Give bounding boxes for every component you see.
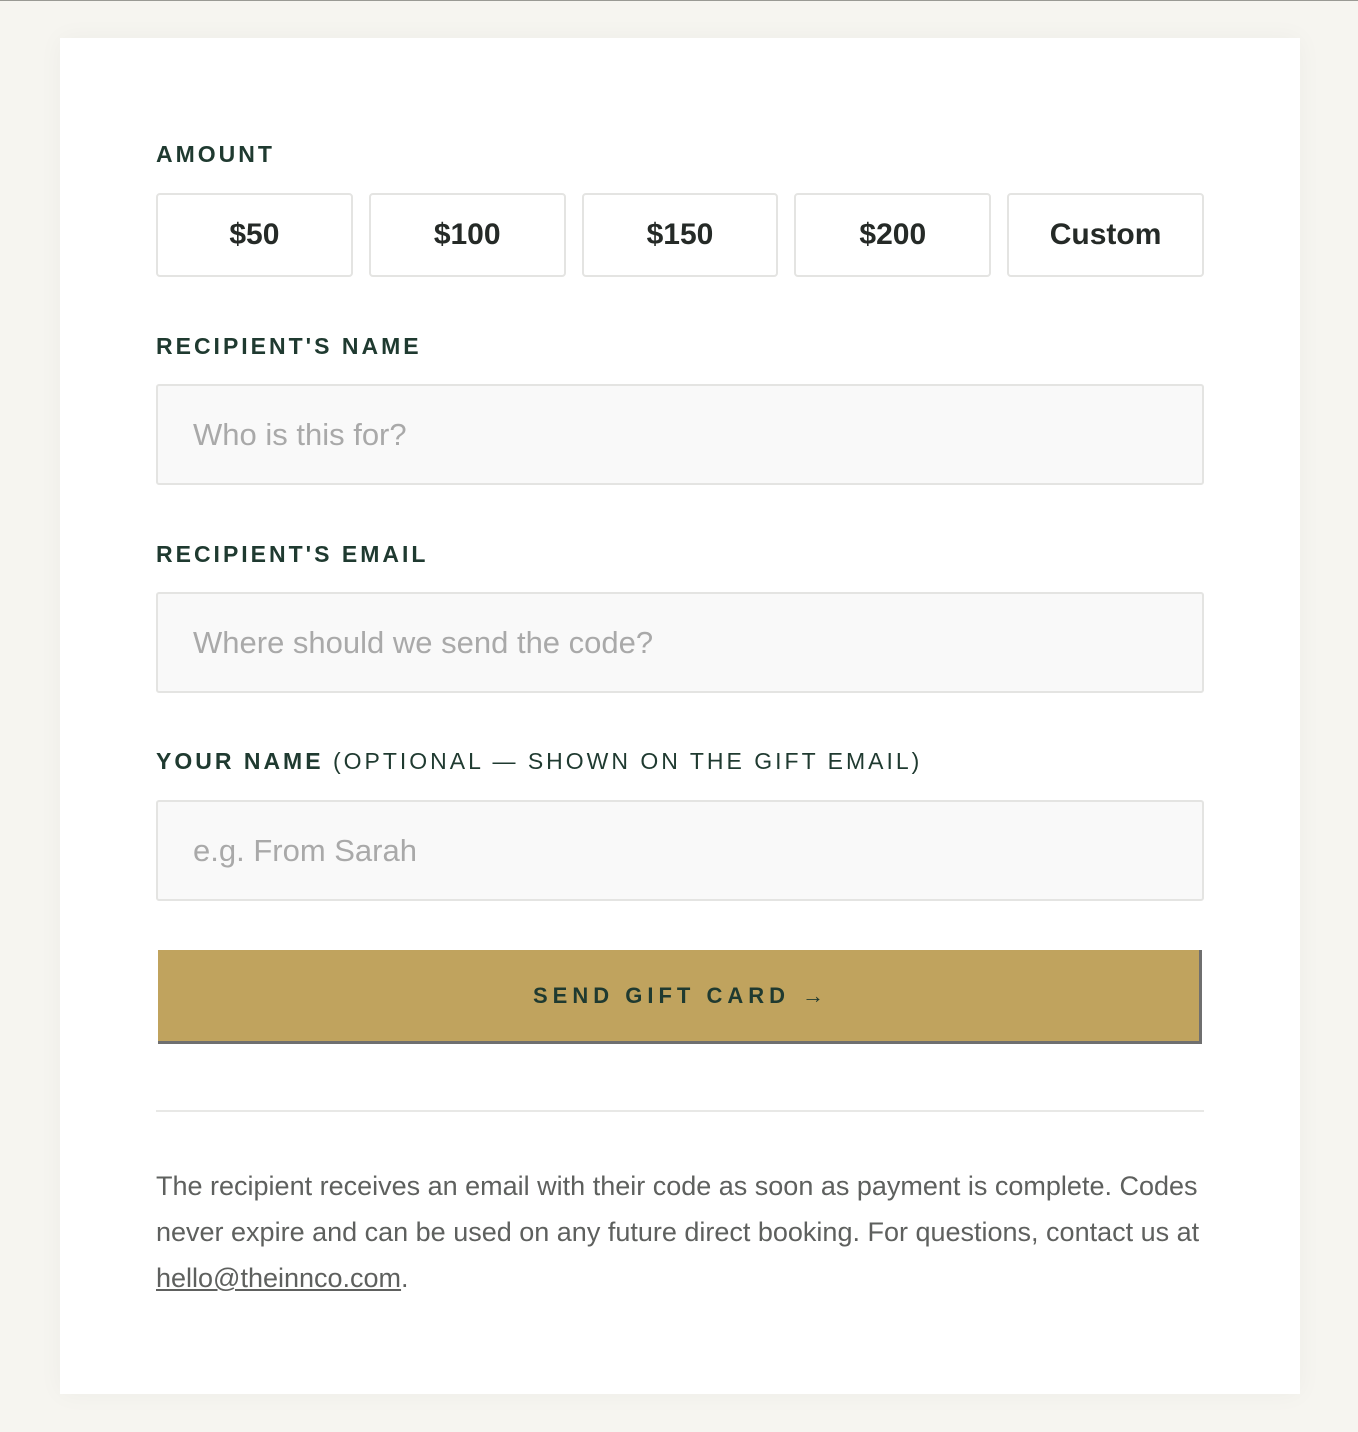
send-gift-card-button[interactable] xyxy=(158,950,1202,1044)
recipient-email-field xyxy=(156,592,1204,693)
amount-options xyxy=(156,193,1204,279)
recipient-name-label: RECIPIENT'S NAME xyxy=(156,333,422,359)
amount-option-custom[interactable]: Custom xyxy=(1007,193,1204,277)
recipient-name-field xyxy=(156,384,1204,485)
recipient-email-label: RECIPIENT'S EMAIL xyxy=(156,541,429,567)
info-note xyxy=(156,1163,1204,1301)
amount-option-150[interactable]: $150 xyxy=(582,193,779,277)
amount-option-200[interactable]: $200 xyxy=(794,193,991,277)
amount-label: AMOUNT xyxy=(156,141,275,167)
your-name-label-main: YOUR NAME xyxy=(156,748,324,774)
info-note-end: . xyxy=(401,1263,409,1293)
gift-card-form xyxy=(60,38,1300,1394)
your-name-label xyxy=(156,748,922,775)
amount-option-50[interactable]: $50 xyxy=(156,193,353,277)
your-name-input[interactable] xyxy=(191,832,1202,870)
amount-option-100[interactable]: $100 xyxy=(369,193,566,277)
divider xyxy=(156,1110,1204,1112)
contact-email-link[interactable]: hello@theinnco.com xyxy=(156,1263,402,1293)
send-gift-card-label: SEND GIFT CARD xyxy=(533,982,790,1008)
your-name-field xyxy=(156,800,1204,901)
recipient-email-input[interactable] xyxy=(191,624,1202,662)
your-name-label-optional: (OPTIONAL — SHOWN ON THE GIFT EMAIL) xyxy=(332,748,923,774)
arrow-right-icon: → xyxy=(802,982,824,1008)
recipient-name-input[interactable] xyxy=(191,416,1202,454)
info-note-text: The recipient receives an email with their code as soon as payment is complete. Codes never expire and can be used on any future direct booking. For questions, contact us at xyxy=(156,1171,1200,1247)
